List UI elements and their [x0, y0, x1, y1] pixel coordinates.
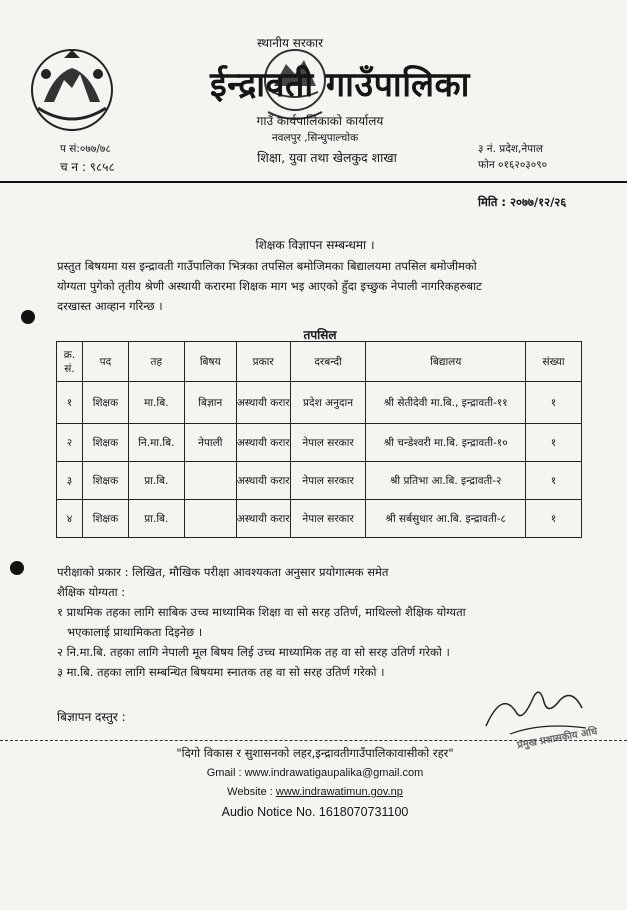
qualification-heading: शैक्षिक योग्यता : [57, 585, 126, 599]
cell-serial: २ [57, 424, 83, 462]
cell-post: शिक्षक [82, 500, 128, 538]
qualification-item-1: १ प्राथमिक तहका लागि साबिक उच्च माध्यामिक शिक्षा वा सो सरह उतिर्ण, माथिल्लो शैक्षिक योग्यता [57, 605, 466, 619]
col-header-subject: बिषय [184, 342, 236, 382]
cell-count: १ [526, 382, 582, 424]
cell-count: १ [526, 462, 582, 500]
table-caption: तपसिल [303, 328, 337, 342]
notice-subject: शिक्षक विज्ञापन सम्बन्धमा । [255, 238, 375, 252]
col-header-level: तह [128, 342, 184, 382]
cell-type: अस्थायी करार [236, 424, 290, 462]
col-header-school: बिद्यालय [366, 342, 526, 382]
footer-website [150, 786, 480, 798]
reference-number: प सं:०७७/७८ [60, 143, 111, 155]
office-name: गाउँ कार्यपालिकाको कार्यालय [256, 114, 384, 128]
cell-post: शिक्षक [82, 424, 128, 462]
col-header-post: पद [82, 342, 128, 382]
col-header-serial: क्र. सं. [57, 342, 83, 382]
table-row [57, 500, 582, 538]
table-row [57, 382, 582, 424]
cell-type: अस्थायी करार [236, 462, 290, 500]
cell-level: मा.बि. [128, 382, 184, 424]
dispatch-number: च न : ९८५८ [60, 160, 115, 174]
qualification-item-2: २ नि.मा.बि. तहका लागि नेपाली मूल बिषय लिई उच्च माध्यामिक तह वा सो सरह उतिर्ण गरेको । [57, 645, 450, 659]
cell-school: श्री चन्डेश्वरी मा.बि. इन्द्रावती-१० [366, 424, 526, 462]
local-gov-label: स्थानीय सरकार [257, 36, 323, 50]
cell-level: नि.मा.बि. [128, 424, 184, 462]
municipality-title: ईन्द्रावती गाउँपालिका [210, 65, 470, 105]
intro-line-3: दरखास्त आव्हान गरिन्छ । [57, 299, 163, 313]
cell-type: अस्थायी करार [236, 500, 290, 538]
intro-line-1: प्रस्तुत बिषयमा यस इन्द्रावती गाउँपालिका भित्रका तपसिल बमोजिमका बिद्यालयमा तपसिल बमोजीमको [57, 259, 477, 273]
vacancy-table [56, 341, 582, 538]
nepal-emblem-icon [24, 44, 120, 136]
cell-serial: १ [57, 382, 83, 424]
cell-subject [184, 462, 236, 500]
cell-count: १ [526, 424, 582, 462]
footer-slogan: "दिगो विकास र सुशासनको लहर,इन्द्रावतीगाउँपालिकावासीको रहर" [176, 746, 454, 760]
cell-school: श्री सेतीदेवी मा.बि., इन्द्रावती-११ [366, 382, 526, 424]
qualification-item-1-cont: भएकालाई प्राथामिकता दिइनेछ । [67, 625, 203, 639]
cell-subject: बिज्ञान [184, 382, 236, 424]
intro-line-2: योग्यता पुगेको तृतीय श्रेणी अस्थायी करारमा शिक्षक माग भइ आएको हुँदा इच्छुक नेपाली नागरिकहरुबाट [57, 279, 482, 293]
branch-name: शिक्षा, युवा तथा खेलकुद शाखा [257, 150, 397, 165]
province-label: ३ नं. प्रदेश,नेपाल [478, 143, 543, 155]
binder-hole-icon [21, 310, 35, 324]
cell-level: प्रा.बि. [128, 462, 184, 500]
official-stamp: प्रमुख प्रशासकीय अधि [516, 726, 599, 752]
cell-count: १ [526, 500, 582, 538]
cell-type: अस्थायी करार [236, 382, 290, 424]
notice-date: मिति : २०७७/१२/२६ [478, 195, 567, 209]
cell-quota: नेपाल सरकार [290, 500, 366, 538]
exam-qualification-block [57, 562, 617, 682]
cell-subject: नेपाली [184, 424, 236, 462]
website-label: Website : [227, 786, 273, 798]
cell-school: श्री प्रतिभा आ.बि. इन्द्रावती-२ [366, 462, 526, 500]
cell-serial: ३ [57, 462, 83, 500]
col-header-count: संख्या [526, 342, 582, 382]
cell-quota: नेपाल सरकार [290, 424, 366, 462]
col-header-type: प्रकार [236, 342, 290, 382]
intro-paragraph [57, 256, 617, 316]
table-row [57, 424, 582, 462]
cell-quota: नेपाल सरकार [290, 462, 366, 500]
website-link[interactable]: www.indrawatimun.gov.np [275, 786, 403, 798]
footer-divider [0, 740, 627, 742]
advertisement-fee: बिज्ञापन दस्तुर : [57, 710, 126, 724]
audio-notice-number: Audio Notice No. 1618070731100 [221, 805, 409, 819]
table-row [57, 462, 582, 500]
header-divider [0, 181, 627, 183]
col-header-quota: दरबन्दी [290, 342, 366, 382]
footer-gmail: Gmail : www.indrawatigaupalika@gmail.com [206, 767, 424, 779]
phone-number: फोन ०१६२०३०९० [478, 159, 548, 171]
cell-serial: ४ [57, 500, 83, 538]
cell-post: शिक्षक [82, 462, 128, 500]
cell-post: शिक्षक [82, 382, 128, 424]
qualification-item-3: ३ मा.बि. तहका लागि सम्बन्धित बिषयमा स्नातक तह वा सो सरह उतिर्ण गरेको । [57, 665, 385, 679]
cell-subject [184, 500, 236, 538]
binder-hole-icon [10, 561, 24, 575]
cell-quota: प्रदेश अनुदान [290, 382, 366, 424]
office-address: नवलपुर ,सिन्धुपाल्चोक [271, 132, 359, 144]
cell-school: श्री सर्बसुधार आ.बि. इन्द्रावती-८ [366, 500, 526, 538]
exam-type: परीक्षाको प्रकार : लिखित, मौखिक परीक्षा आवश्यकता अनुसार प्रयोगात्मक समेत [57, 565, 389, 579]
cell-level: प्रा.बि. [128, 500, 184, 538]
table-header-row [57, 342, 582, 382]
